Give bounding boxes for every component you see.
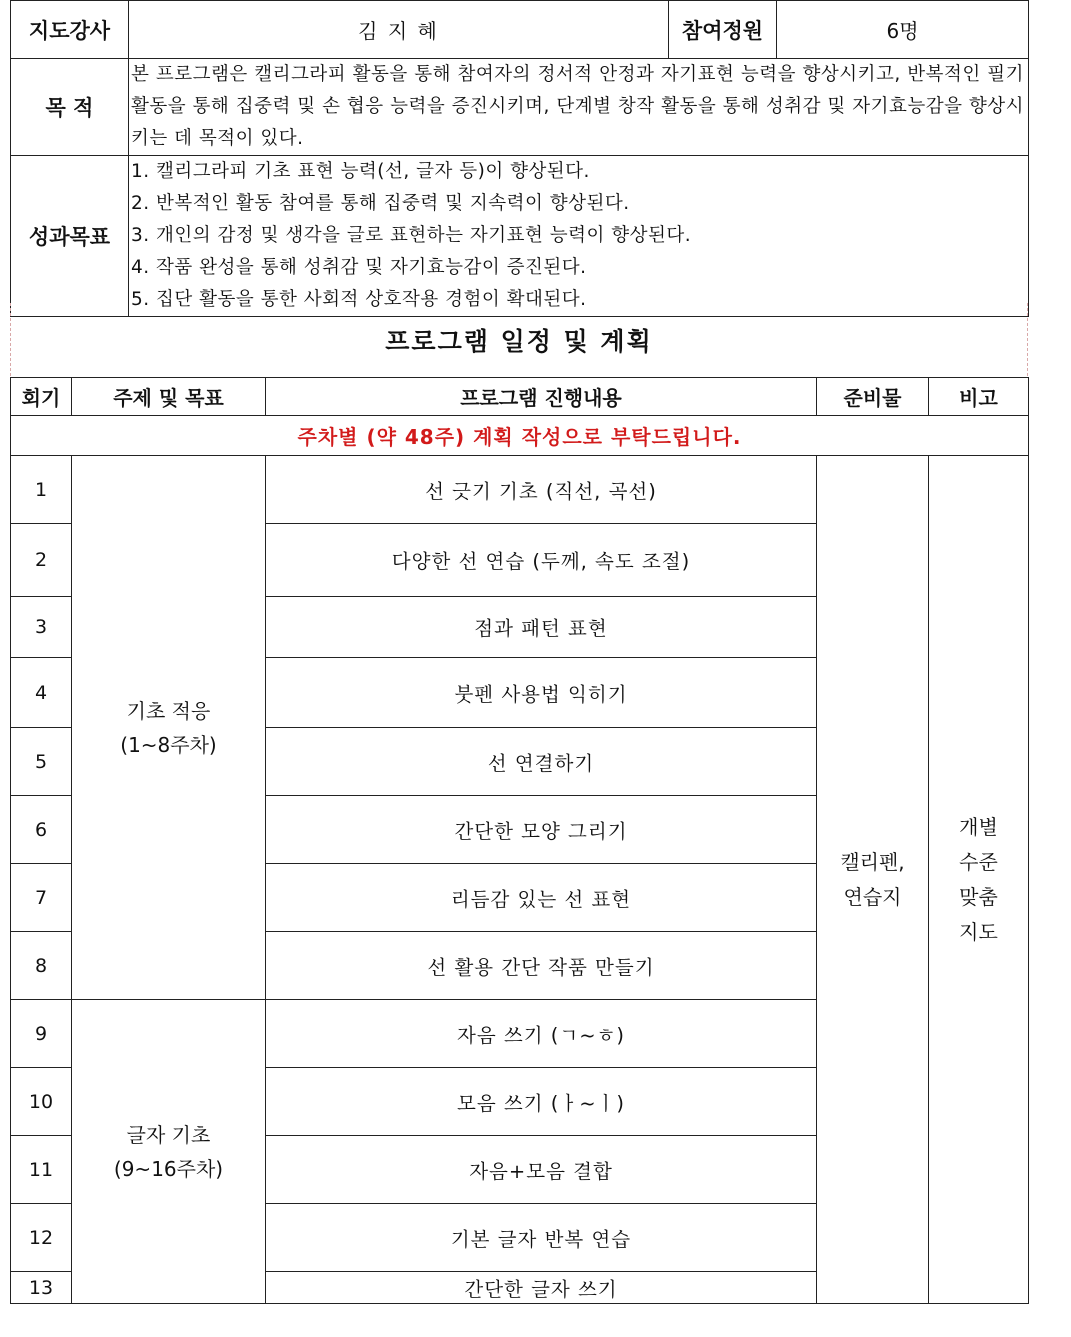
session-number: 3: [11, 597, 72, 658]
session-number: 12: [11, 1204, 72, 1272]
goals-label: 성과목표: [11, 156, 129, 317]
session-number: 6: [11, 796, 72, 864]
session-number: 9: [11, 1000, 72, 1068]
header-materials: 준비물: [817, 378, 929, 416]
purpose-label: 목 적: [11, 59, 129, 156]
session-content: 선 활용 간단 작품 만들기: [266, 932, 817, 1000]
instructor-label: 지도강사: [11, 1, 129, 59]
theme-basic-adaptation: 기초 적응 (1~8주차): [72, 456, 266, 1000]
header-session: 회기: [11, 378, 72, 416]
theme-letter-basics: 글자 기초 (9~16주차): [72, 1000, 266, 1304]
purpose-text: 본 프로그램은 캘리그라피 활동을 통해 참여자의 정서적 안정과 자기표현 능력을 향상시키고, 반복적인 필기 활동을 통해 집중력 및 손 협응 능력을 증진시키며, 단계별 창작 활동을 통해 성취감 및 자기효능감을 향상시키는 데 목적이 있다.: [129, 59, 1029, 156]
capacity-label: 참여정원: [669, 1, 777, 59]
session-content: 모음 쓰기 (ㅏ~ㅣ): [266, 1068, 817, 1136]
goal-item: 5. 집단 활동을 통한 사회적 상호작용 경험이 확대된다.: [131, 289, 587, 310]
session-content: 간단한 글자 쓰기: [266, 1272, 817, 1304]
capacity-value: 6명: [777, 1, 1029, 59]
header-note: 비고: [929, 378, 1029, 416]
session-content: 기본 글자 반복 연습: [266, 1204, 817, 1272]
session-number: 11: [11, 1136, 72, 1204]
schedule-table: [10, 377, 1029, 1304]
session-content: 다양한 선 연습 (두께, 속도 조절): [266, 524, 817, 597]
session-content: 선 긋기 기초 (직선, 곡선): [266, 456, 817, 524]
session-content: 자음 쓰기 (ㄱ~ㅎ): [266, 1000, 817, 1068]
session-number: 7: [11, 864, 72, 932]
instructor-name: 김 지 혜: [129, 1, 669, 59]
session-number: 8: [11, 932, 72, 1000]
header-theme: 주제 및 목표: [72, 378, 266, 416]
goals-list: [129, 156, 1029, 317]
program-info-table: [10, 0, 1029, 317]
goal-item: 1. 캘리그라피 기초 표현 능력(선, 글자 등)이 향상된다.: [131, 161, 590, 182]
session-number: 10: [11, 1068, 72, 1136]
session-number: 2: [11, 524, 72, 597]
session-content: 자음+모음 결합: [266, 1136, 817, 1204]
schedule-notice: 주차별 (약 48주) 계획 작성으로 부탁드립니다.: [11, 416, 1029, 456]
session-content: 선 연결하기: [266, 728, 817, 796]
goal-item: 3. 개인의 감정 및 생각을 글로 표현하는 자기표현 능력이 향상된다.: [131, 225, 692, 246]
session-number: 5: [11, 728, 72, 796]
session-content: 붓펜 사용법 익히기: [266, 658, 817, 728]
note-cell: 개별 수준 맞춤 지도: [929, 456, 1029, 1304]
schedule-title-area: [10, 303, 1028, 376]
schedule-title: 프로그램 일정 및 계획: [385, 326, 653, 356]
session-number: 1: [11, 456, 72, 524]
session-content: 리듬감 있는 선 표현: [266, 864, 817, 932]
session-number: 13: [11, 1272, 72, 1304]
materials-cell: 캘리펜, 연습지: [817, 456, 929, 1304]
session-content: 점과 패턴 표현: [266, 597, 817, 658]
goal-item: 2. 반복적인 활동 참여를 통해 집중력 및 지속력이 향상된다.: [131, 193, 630, 214]
session-number: 4: [11, 658, 72, 728]
goal-item: 4. 작품 완성을 통해 성취감 및 자기효능감이 증진된다.: [131, 257, 587, 278]
header-content: 프로그램 진행내용: [266, 378, 817, 416]
session-content: 간단한 모양 그리기: [266, 796, 817, 864]
